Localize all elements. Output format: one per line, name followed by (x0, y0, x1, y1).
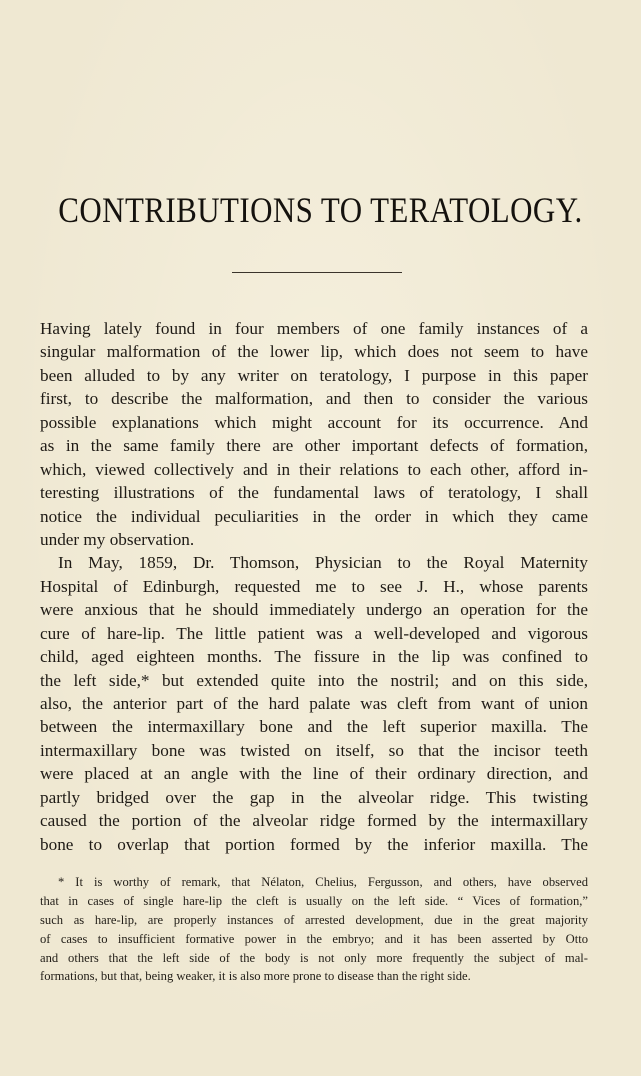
body-line: caused the portion of the alveolar ridge formed by the intermaxillary (40, 811, 588, 831)
body-line: were anxious that he should immediately undergo an operation for the (40, 600, 588, 620)
footnote-line: that in cases of single hare-lip the cleft is usually on the left side. “ Vices of formation,” (40, 893, 588, 908)
body-line: cure of hare-lip. The little patient was a well-developed and vigorous (40, 623, 588, 643)
body-line: In May, 1859, Dr. Thomson, Physician to the Royal Maternity (58, 553, 588, 573)
body-line: the left side,* but extended quite into the nostril; and on this side, (40, 670, 588, 690)
body-line: Hospital of Edinburgh, requested me to see J. H., whose parents (40, 576, 588, 596)
body-line: bone to overlap that portion formed by the inferior maxilla. The (40, 834, 588, 854)
article-title: CONTRIBUTIONS TO TERATOLOGY. (58, 190, 583, 230)
footnote-line: of cases to insufficient formative power in the embryo; and it has been asserted by Otto (40, 931, 588, 946)
body-line: child, aged eighteen months. The fissure in the lip was confined to (40, 647, 588, 667)
body-line: Having lately found in four members of one family instances of a (40, 319, 588, 338)
body-line: first, to describe the malformation, and then to consider the various (40, 389, 588, 409)
footnote-line: such as hare-lip, are properly instances of arrested development, due in the great majority (40, 912, 588, 927)
body-line: singular malformation of the lower lip, which does not seem to have (40, 342, 588, 362)
body-line: under my observation. (40, 529, 195, 549)
body-line: teresting illustrations of the fundamental laws of teratology, I shall (40, 483, 588, 503)
title-divider (232, 272, 402, 273)
body-line: been alluded to by any writer on teratology, I purpose in this paper (40, 365, 588, 385)
footnote-line: * It is worthy of remark, that Nélaton, Chelius, Fergusson, and others, have observed (58, 875, 588, 889)
body-line: which, viewed collectively and in their relations to each other, afford in- (40, 459, 588, 479)
body-text (40, 317, 588, 856)
body-line: notice the individual peculiarities in the order in which they came (40, 506, 588, 526)
body-line: also, the anterior part of the hard palate was cleft from want of union (40, 694, 588, 713)
body-line: as in the same family there are other important defects of formation, (40, 436, 588, 456)
body-line: intermaxillary bone was twisted on itself, so that the incisor teeth (40, 740, 588, 760)
body-line: possible explanations which might account for its occurrence. And (40, 412, 588, 432)
body-line: were placed at an angle with the line of their ordinary direction, and (40, 764, 588, 784)
footnote-line: formations, but that, being weaker, it is also more prone to disease than the right side. (40, 969, 471, 984)
footnote (40, 873, 588, 986)
footnote-line: and others that the left side of the body is not only more frequently the subject of mal- (40, 950, 588, 965)
body-line: partly bridged over the gap in the alveolar ridge. This twisting (40, 787, 588, 807)
body-line: between the intermaxillary bone and the left superior maxilla. The (40, 717, 588, 737)
